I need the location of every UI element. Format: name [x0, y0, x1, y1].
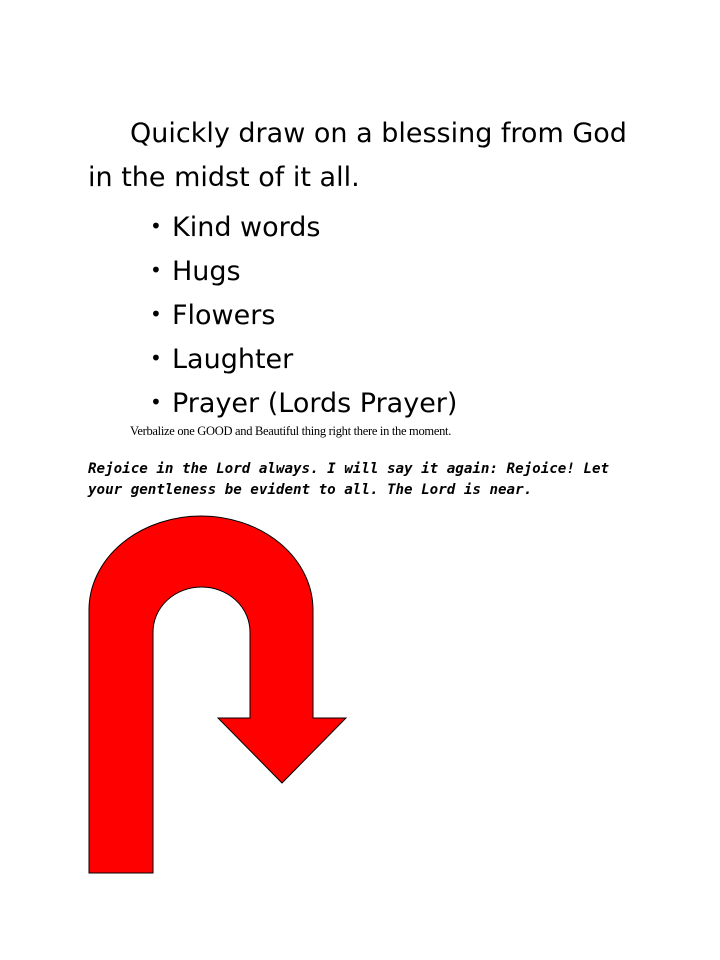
intro-text: Quickly draw on a blessing from God in the midst of it all. — [88, 118, 627, 193]
bullet-icon: • — [150, 302, 162, 326]
note-text: Verbalize one GOOD and Beautiful thing right there in the moment. — [130, 424, 452, 438]
bullet-icon: • — [150, 390, 162, 414]
list-item-label: Prayer (Lords Prayer) — [172, 388, 458, 419]
verse-text: Rejoice in the Lord always. I will say it again: Rejoice! Let your gentleness be evident to all. The Lord is near. — [88, 461, 610, 498]
list-item-label: Kind words — [172, 212, 321, 243]
u-turn-arrow-shape — [89, 516, 346, 873]
bullet-icon: • — [150, 258, 162, 282]
bullet-icon: • — [150, 346, 162, 370]
list-item-label: Laughter — [172, 344, 294, 375]
bullet-icon: • — [150, 214, 162, 238]
list-item-label: Hugs — [172, 256, 241, 287]
list-item-label: Flowers — [172, 300, 276, 331]
